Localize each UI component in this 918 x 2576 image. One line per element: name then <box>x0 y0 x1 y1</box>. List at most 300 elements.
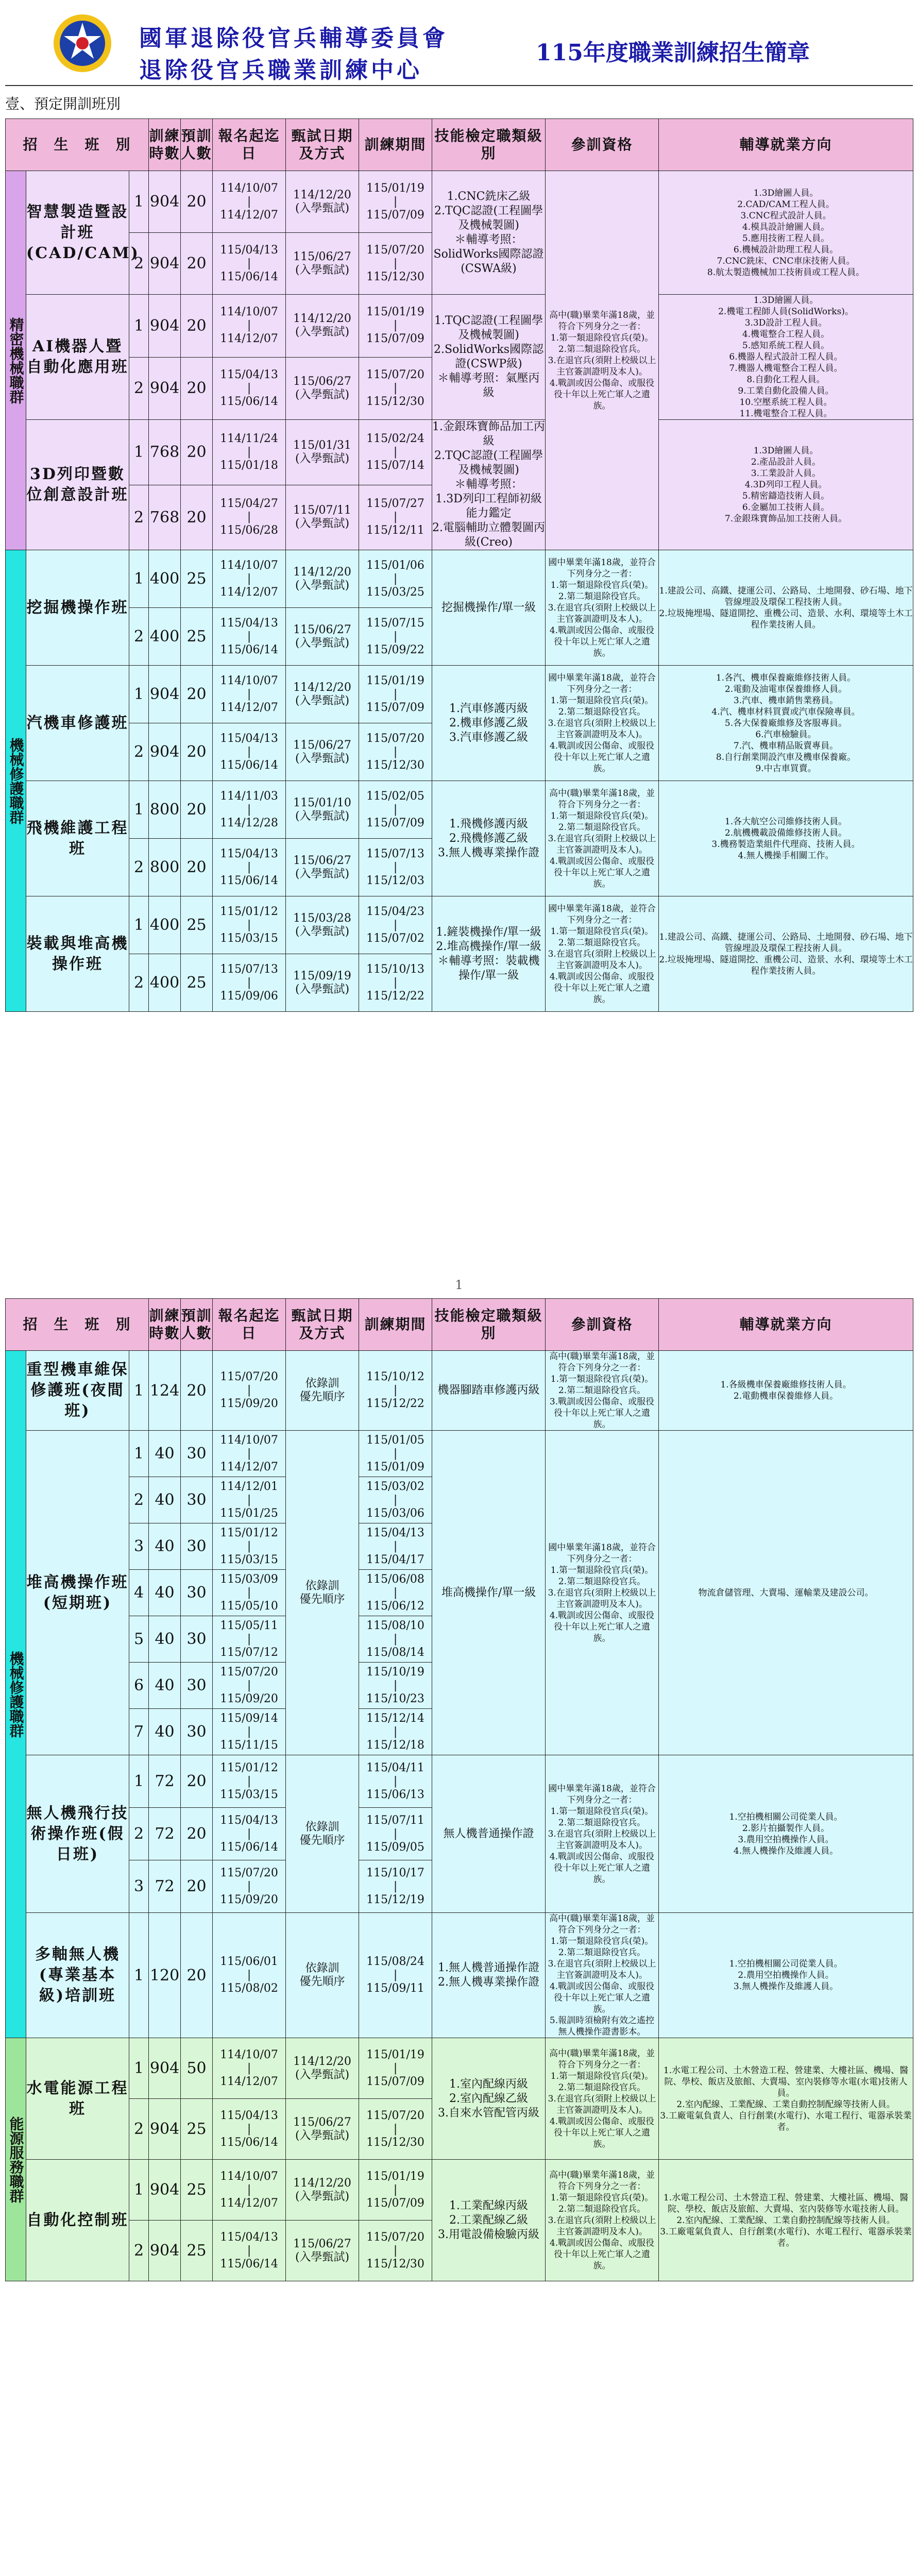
text-line: 3.工業設計人員。 <box>751 468 821 479</box>
text-line: 5.精密鑄造技術人員。 <box>742 491 830 501</box>
text-line: 115/06/12 <box>366 1599 424 1613</box>
certification <box>432 1431 546 1755</box>
text-line: 115/06/13 <box>366 1788 424 1801</box>
eligibility <box>546 171 659 550</box>
enroll-dates <box>213 1351 286 1431</box>
text-line: 高中(職)畢業年滿18歲，並符合下列身分之一者： <box>549 310 655 332</box>
text-line: 高中(職)畢業年滿18歲，並符合下列身分之一者： <box>549 1913 655 1935</box>
text-line: 3.在退官兵(須附上校級以上主官簽訓證明及本人)。 <box>548 2215 656 2237</box>
session-number: 7 <box>129 1709 149 1755</box>
text-line: | <box>247 1447 251 1460</box>
trainee-quota: 25 <box>181 2160 213 2221</box>
text-line: 115/01/18 <box>220 459 278 472</box>
text-line: 9.中古車買賣。 <box>755 763 817 774</box>
text-line: 1.建設公司、高鐵、捷運公司、公路局、土地開發、砂石場、地下管線埋設及環保工程技術人員。 <box>659 585 913 607</box>
section-title: 壹、預定開訓班別 <box>5 95 121 112</box>
text-line: 114/10/07 <box>220 2170 278 2183</box>
text-line: 8.自行創業開設汽車及機車保養廠。 <box>716 752 856 762</box>
text-line: 2.第二類退除役官兵。 <box>558 822 646 833</box>
text-line: | <box>393 803 398 816</box>
text-line: | <box>247 381 251 395</box>
text-line: 2.第二類退除役官兵。 <box>558 1947 646 1958</box>
text-line: 115/09/11 <box>366 1982 424 1995</box>
text-line: 1.TQC認證(工程圖學及機械製圖) <box>434 314 543 342</box>
training-hours: 904 <box>149 2099 181 2160</box>
text-line: 115/07/20 <box>220 1866 278 1879</box>
table-row <box>6 2160 913 2221</box>
trainee-quota: 20 <box>181 1860 213 1913</box>
text-line: 115/06/28 <box>220 524 278 537</box>
enroll-dates <box>213 357 286 420</box>
text-line: 3.汽車修護乙級 <box>449 731 529 744</box>
text-line: 115/04/13 <box>366 1526 424 1539</box>
text-line: 115/11/15 <box>220 1738 278 1752</box>
text-line: | <box>247 2244 251 2257</box>
table-row <box>6 896 913 954</box>
header-exam: 甄試日期及方式 <box>286 119 359 171</box>
text-line: 2.影片拍攝製作人員。 <box>742 1823 830 1834</box>
text-line: 1.各汽、機車保養廠維修技術人員。 <box>716 672 856 683</box>
text-line: | <box>247 2061 251 2075</box>
text-line: 115/09/20 <box>220 1397 278 1410</box>
text-line: 114/10/07 <box>220 558 278 572</box>
training-period <box>359 357 432 420</box>
text-line: 4.汽、機車材料買賣或汽車保險專員。 <box>711 706 860 717</box>
text-line: | <box>393 860 398 874</box>
text-line: (入學甄試) <box>295 2068 350 2081</box>
text-line: | <box>393 918 398 931</box>
career-direction <box>659 550 913 666</box>
enroll-dates <box>213 1431 286 1477</box>
text-line: 115/04/17 <box>366 1553 424 1566</box>
text-line: 115/06/01 <box>220 1955 278 1968</box>
text-line: | <box>247 2183 251 2196</box>
exam-date <box>286 550 359 608</box>
text-line: 國中畢業年滿18歲，並符合下列身分之一者： <box>548 1783 656 1805</box>
training-period <box>359 1808 432 1860</box>
trainee-quota: 20 <box>181 1808 213 1860</box>
text-line: 115/03/25 <box>366 585 424 599</box>
training-period <box>359 295 432 358</box>
table-row <box>6 1351 913 1431</box>
text-line: 1.鏟裝機操作/單一級 <box>436 925 541 939</box>
course-name: 自動化控制班 <box>26 2160 129 2281</box>
text-line: 115/09/05 <box>366 1840 424 1854</box>
text-line: 4.機電整合工程人員。 <box>742 329 830 340</box>
table-row <box>6 781 913 839</box>
session-number: 1 <box>129 1431 149 1477</box>
text-line: 115/12/30 <box>366 270 424 283</box>
text-line: 114/12/20 <box>293 312 351 326</box>
text-line: 115/09/19 <box>293 969 351 982</box>
training-hours: 40 <box>149 1709 181 1755</box>
text-line: 115/12/22 <box>366 1397 424 1410</box>
training-period <box>359 666 432 723</box>
eligibility <box>546 781 659 896</box>
course-table-page2 <box>5 1298 913 2281</box>
trainee-quota: 20 <box>181 781 213 839</box>
trainee-quota: 25 <box>181 2221 213 2281</box>
header-hours: 訓練時數 <box>149 119 181 171</box>
text-line: 115/01/19 <box>366 306 424 319</box>
text-line: | <box>393 445 398 459</box>
certification <box>432 896 546 1012</box>
text-line: 115/06/14 <box>220 1840 278 1854</box>
training-hours: 40 <box>149 1616 181 1663</box>
certification <box>432 781 546 896</box>
exam-date <box>286 1913 359 2038</box>
text-line: | <box>393 630 398 643</box>
header-qual: 參訓資格 <box>546 1299 659 1351</box>
text-line: | <box>247 1384 251 1397</box>
enroll-dates <box>213 2221 286 2281</box>
enroll-dates <box>213 295 286 358</box>
text-line: 1.各大航空公司維修技術人員。 <box>724 816 847 827</box>
training-hours: 40 <box>149 1663 181 1709</box>
session-number: 1 <box>129 420 149 485</box>
text-line: 115/01/25 <box>220 1506 278 1520</box>
certification <box>432 550 546 666</box>
text-line: (入學甄試) <box>295 925 350 938</box>
text-line: 3.在退官兵(須附上校級以上主官簽訓證明及本人)。 <box>548 833 656 855</box>
text-line: 115/07/02 <box>366 931 424 945</box>
text-line: 115/01/19 <box>366 181 424 195</box>
text-line: | <box>247 860 251 874</box>
text-line: 7.金銀珠寶飾品加工技術人員。 <box>724 514 847 524</box>
text-line: | <box>247 630 251 643</box>
text-line: 國中畢業年滿18歲，並符合下列身分之一者： <box>548 672 656 694</box>
certification <box>432 1755 546 1913</box>
text-line: 115/06/14 <box>220 874 278 887</box>
text-line: 優先順序 <box>299 1391 345 1403</box>
text-line: 115/07/20 <box>220 1370 278 1383</box>
text-line: 114/12/20 <box>293 681 351 694</box>
text-line: 115/07/12 <box>220 1646 278 1659</box>
header-row <box>6 119 913 171</box>
session-number: 1 <box>129 550 149 608</box>
session-number: 2 <box>129 1477 149 1523</box>
career-direction <box>659 171 913 295</box>
text-line: 4.戰訓或因公傷命、或服役役十年以上死亡軍人之遺族。 <box>549 1981 655 2014</box>
text-line: 5.感知系統工程人員。 <box>742 341 830 351</box>
exam-date <box>286 1431 359 1755</box>
career-direction <box>659 666 913 781</box>
training-period <box>359 954 432 1012</box>
session-number: 2 <box>129 608 149 666</box>
training-hours: 904 <box>149 666 181 723</box>
training-hours: 40 <box>149 1477 181 1523</box>
eligibility <box>546 2160 659 2281</box>
trainee-quota: 30 <box>181 1616 213 1663</box>
session-number: 1 <box>129 666 149 723</box>
enroll-dates <box>213 1663 286 1709</box>
text-line: 3.3D設計工程人員。 <box>744 318 827 328</box>
training-period <box>359 1570 432 1616</box>
text-line: 115/06/27 <box>293 250 351 263</box>
header-period: 訓練期間 <box>359 119 432 171</box>
training-hours: 800 <box>149 839 181 896</box>
text-line: 115/07/09 <box>366 2196 424 2210</box>
text-line: 115/07/20 <box>220 1665 278 1679</box>
text-line: 2.電腦輔助立體製圖丙級(Creo) <box>432 521 546 549</box>
exam-date <box>286 171 359 233</box>
table-row <box>6 420 913 485</box>
text-line: 2.第二類退除役官兵。 <box>558 344 646 354</box>
course-name: 水電能源工程班 <box>26 2038 129 2160</box>
trainee-quota: 20 <box>181 485 213 550</box>
training-hours: 40 <box>149 1570 181 1616</box>
session-number: 1 <box>129 1351 149 1431</box>
text-line: 4.戰訓或因公傷命、或服役役十年以上死亡軍人之遺族。 <box>549 740 655 774</box>
text-line: 8.自動化工程人員。 <box>746 375 825 385</box>
text-line: 2.第二類退除役官兵。 <box>558 591 646 602</box>
exam-date <box>286 666 359 723</box>
text-line: (入學甄試) <box>295 201 350 215</box>
text-line: 1.第一類退除役官兵(榮)。 <box>550 580 654 590</box>
text-line: 1.第一類退除役官兵(榮)。 <box>550 332 654 343</box>
trainee-quota: 30 <box>181 1431 213 1477</box>
enroll-dates <box>213 954 286 1012</box>
text-line: 115/04/13 <box>220 847 278 860</box>
text-line: 114/12/20 <box>293 2176 351 2190</box>
training-hours: 400 <box>149 550 181 608</box>
training-hours: 72 <box>149 1860 181 1913</box>
text-line: 3.無人機專業操作證 <box>438 846 540 859</box>
enroll-dates <box>213 1570 286 1616</box>
training-period <box>359 723 432 781</box>
text-line: 9.工業自動化設備人員。 <box>738 386 834 396</box>
enroll-dates <box>213 420 286 485</box>
training-period <box>359 1663 432 1709</box>
text-line: 1.第一類退除役官兵(榮)。 <box>550 926 654 937</box>
trainee-quota: 20 <box>181 1755 213 1808</box>
text-line: 2.SolidWorks國際認證(CSWP級) <box>434 343 544 370</box>
certification <box>432 171 546 295</box>
text-line: 優先順序 <box>299 1975 345 1988</box>
eligibility <box>546 1755 659 1913</box>
session-number: 2 <box>129 954 149 1012</box>
text-line: 114/10/07 <box>220 181 278 195</box>
text-line: 高中(職)畢業年滿18歲，並符合下列身分之一者： <box>549 1351 655 1373</box>
text-line: 115/04/27 <box>220 497 278 511</box>
course-name: 智慧製造暨設計班(CAD/CAM) <box>26 171 129 295</box>
text-line: 115/01/19 <box>366 674 424 687</box>
text-line: 115/03/02 <box>366 1480 424 1493</box>
training-hours: 400 <box>149 896 181 954</box>
enroll-dates <box>213 1755 286 1808</box>
text-line: | <box>247 1774 251 1788</box>
text-line: 115/03/09 <box>220 1572 278 1586</box>
text-line: | <box>247 445 251 459</box>
text-line: 115/07/20 <box>366 368 424 381</box>
career-direction <box>659 896 913 1012</box>
text-line: 115/03/15 <box>220 1553 278 1566</box>
text-line: 115/06/27 <box>293 2237 351 2250</box>
exam-date <box>286 896 359 954</box>
text-line: 2.航機機載設備維修技術人員。 <box>724 827 847 838</box>
trainee-quota: 20 <box>181 233 213 295</box>
text-line: ＊輔導考照：裝載機操作/單一級 <box>437 954 540 982</box>
text-line: (入學甄試) <box>295 867 350 880</box>
text-line: | <box>247 1679 251 1692</box>
session-number: 1 <box>129 781 149 839</box>
text-line: 115/04/13 <box>220 368 278 381</box>
text-line: 115/07/09 <box>366 332 424 346</box>
text-line: | <box>393 2183 398 2196</box>
text-line: | <box>393 1384 398 1397</box>
text-line: ＊輔導考照： <box>454 478 523 491</box>
text-line: | <box>393 2244 398 2257</box>
text-line: | <box>393 195 398 208</box>
career-direction <box>659 1351 913 1431</box>
text-line: 115/08/10 <box>366 1619 424 1632</box>
text-line: (入學甄試) <box>295 263 350 277</box>
text-line: 1.金銀珠寶飾品加工丙級 <box>432 420 546 448</box>
text-line: 115/01/06 <box>366 558 424 572</box>
text-line: 4.無人機操手相關工作。 <box>738 850 834 861</box>
text-line: 2.無人機專業操作證 <box>438 1976 540 1989</box>
text-line: 1.水電工程公司、土木營造工程、營建業、大樓社區、機場、醫院、學校、飯店及旅館、大賣場、室內裝修等水電技術人員。 <box>663 2192 909 2214</box>
text-line: 115/04/23 <box>366 905 424 918</box>
page-2 <box>0 1298 918 2576</box>
text-line: 優先順序 <box>299 1592 345 1606</box>
text-line: 挖掘機操作/單一級 <box>441 601 536 614</box>
text-line: 2.CAD/CAM工程人員。 <box>737 199 835 210</box>
training-hours: 124 <box>149 1351 181 1431</box>
text-line: | <box>393 511 398 524</box>
text-line: | <box>393 1447 398 1460</box>
text-line: 115/04/13 <box>220 2230 278 2244</box>
text-line: | <box>247 319 251 332</box>
table-row <box>6 666 913 723</box>
text-line: 115/07/11 <box>366 1814 424 1827</box>
training-hours: 40 <box>149 1523 181 1570</box>
text-line: 115/07/20 <box>366 732 424 745</box>
training-period <box>359 550 432 608</box>
text-line: 4.無人機操作及維護人員。 <box>733 1845 839 1856</box>
text-line: 1.汽車修護丙級 <box>449 702 529 715</box>
career-direction <box>659 1431 913 1755</box>
course-name: AI機器人暨自動化應用班 <box>26 295 129 420</box>
course-name: 多軸無人機(專業基本級)培訓班 <box>26 1913 129 2038</box>
session-number: 4 <box>129 1570 149 1616</box>
trainee-quota: 20 <box>181 420 213 485</box>
text-line: 115/07/09 <box>366 208 424 222</box>
enroll-dates <box>213 550 286 608</box>
training-period <box>359 1860 432 1913</box>
text-line: 6.機器人程式設計工程人員。 <box>729 352 843 362</box>
text-line: 115/01/19 <box>366 2170 424 2183</box>
training-period <box>359 171 432 233</box>
text-line: 115/09/20 <box>220 1893 278 1906</box>
training-period <box>359 1616 432 1663</box>
text-line: 2.第二類退除役官兵。 <box>558 937 646 948</box>
text-line: 1.空拍機相關公司從業人員。 <box>729 1811 843 1822</box>
training-hours: 904 <box>149 233 181 295</box>
certification <box>432 295 546 420</box>
text-line: 114/11/03 <box>220 789 278 803</box>
training-hours: 904 <box>149 2038 181 2099</box>
training-period <box>359 420 432 485</box>
text-line: 3.在退官兵(須附上校級以上主官簽訓證明及本人)。 <box>548 355 656 377</box>
text-line: 3.在退官兵(須附上校級以上主官簽訓證明及本人)。 <box>548 1828 656 1851</box>
header-hours: 訓練時數 <box>149 1299 181 1351</box>
text-line: 機器腳踏車修護丙級 <box>437 1384 540 1397</box>
header-career: 輔導就業方向 <box>659 1299 913 1351</box>
text-line: 114/10/07 <box>220 674 278 687</box>
header-quota: 預訓人數 <box>181 119 213 171</box>
text-line: | <box>247 976 251 989</box>
text-line: 無人機普通操作證 <box>443 1827 534 1840</box>
training-hours: 120 <box>149 1913 181 2038</box>
training-period <box>359 781 432 839</box>
cluster-label: 精密機械職群 <box>6 171 26 550</box>
session-number: 3 <box>129 1523 149 1570</box>
text-line: 國中畢業年滿18歲，並符合下列身分之一者： <box>548 1542 656 1564</box>
table-row <box>6 2038 913 2099</box>
text-line: (入學甄試) <box>295 982 350 996</box>
text-line: 4.戰訓或因公傷命、或服役役十年以上死亡軍人之遺族。 <box>549 971 655 1005</box>
text-line: | <box>247 1969 251 1981</box>
cluster-label: 能源服務職群 <box>6 2038 26 2281</box>
text-line: 2.室內配線、工業配線、工業自動控制配線等技術人員。 <box>676 2099 895 2110</box>
text-line: | <box>247 195 251 208</box>
training-hours: 904 <box>149 171 181 233</box>
text-line: 115/06/14 <box>220 643 278 656</box>
text-line: 1.第一類退除役官兵(榮)。 <box>550 2071 654 2081</box>
training-hours: 768 <box>149 485 181 550</box>
text-line: 1.CNC銑床乙級 <box>447 190 531 203</box>
text-line: 7.機器人機電整合工程人員。 <box>729 363 843 374</box>
text-line: 2.電動及油電車保養維修人員。 <box>724 684 847 694</box>
text-line: | <box>393 1879 398 1893</box>
text-line: | <box>393 976 398 989</box>
text-line: 1.第一類退除役官兵(榮)。 <box>550 810 654 821</box>
text-line: 114/12/20 <box>293 565 351 579</box>
enroll-dates <box>213 896 286 954</box>
enroll-dates <box>213 1808 286 1860</box>
text-line: 3.在退官兵(須附上校級以上主官簽訓證明及本人)。 <box>548 2093 656 2115</box>
text-line: 6.機械設計助理工程人員。 <box>733 244 839 255</box>
text-line: (入學甄試) <box>295 326 350 339</box>
text-line: (入學甄試) <box>295 388 350 401</box>
training-hours: 400 <box>149 608 181 666</box>
text-line: 依錄訓 <box>305 1820 339 1834</box>
text-line: 2.農用空拍機操作人員。 <box>738 1970 834 1980</box>
header-recruit: 招 生 班 別 <box>6 119 149 171</box>
text-line: 115/06/08 <box>366 1572 424 1586</box>
text-line: 115/06/27 <box>293 738 351 752</box>
session-number: 1 <box>129 1755 149 1808</box>
text-line: 115/05/11 <box>220 1619 278 1632</box>
text-line: | <box>393 1632 398 1646</box>
training-hours: 40 <box>149 1431 181 1477</box>
text-line: 2.垃圾掩埋場、隧道開挖、重機公司、造景、水利、環境等土木工程作業技術人員。 <box>659 954 913 976</box>
text-line: 114/12/20 <box>293 2055 351 2068</box>
table-row <box>6 295 913 358</box>
text-line: 1.室內配線丙級 <box>449 2077 529 2091</box>
text-line: | <box>393 2122 398 2136</box>
text-line: 115/06/14 <box>220 758 278 772</box>
text-line: | <box>247 745 251 758</box>
trainee-quota: 30 <box>181 1523 213 1570</box>
text-line: 115/12/30 <box>366 2136 424 2149</box>
certification <box>432 666 546 781</box>
header-career: 輔導就業方向 <box>659 119 913 171</box>
vac-emblem-icon <box>52 12 113 74</box>
header-quota: 預訓人數 <box>181 1299 213 1351</box>
text-line: (入學甄試) <box>295 517 350 531</box>
